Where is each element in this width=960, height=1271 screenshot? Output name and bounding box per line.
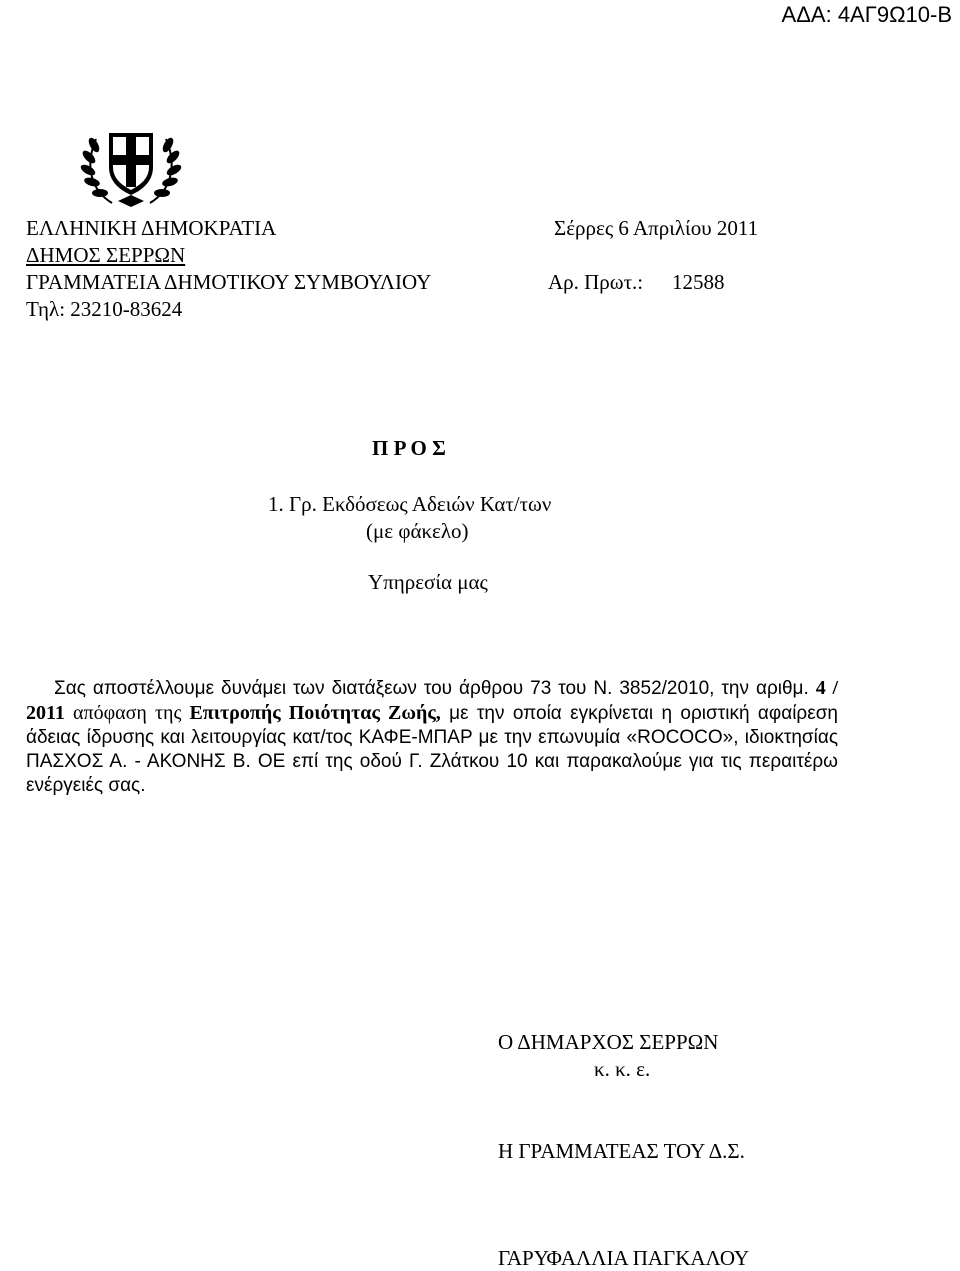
signature-role: Η ΓΡΑΜΜΑΤΕΑΣ ΤΟΥ Δ.Σ. bbox=[498, 1139, 745, 1163]
recipient-1: 1. Γρ. Εκδόσεως Αδειών Κατ/των bbox=[268, 492, 552, 516]
committee-name: Επιτροπής Ποιότητας Ζωής, bbox=[189, 702, 441, 724]
body-intro: Σας αποστέλλουμε δυνάμει των διατάξεων του άρθρου 73 του Ν. 3852/2010, την αριθμ. bbox=[54, 678, 816, 699]
ada-code: ΑΔΑ: 4ΑΓ9Ω10-Β bbox=[781, 2, 952, 27]
document-date: Σέρρες 6 Απριλίου 2011 bbox=[554, 216, 759, 240]
recipients-heading: Π Ρ Ο Σ bbox=[372, 436, 446, 460]
signature-title: Ο ΔΗΜΑΡΧΟΣ ΣΕΡΡΩΝ bbox=[498, 1030, 719, 1054]
header-line-republic: ΕΛΛΗΝΙΚΗ ΔΗΜΟΚΡΑΤΙΑ bbox=[26, 216, 277, 240]
body-paragraph bbox=[26, 676, 838, 798]
greek-emblem-icon bbox=[68, 115, 194, 211]
body-connector: απόφαση της bbox=[64, 702, 190, 724]
header-line-secretariat: ΓΡΑΜΜΑΤΕΙΑ ΔΗΜΟΤΙΚΟΥ ΣΥΜΒΟΥΛΙΟΥ bbox=[26, 270, 432, 294]
signatory-name: ΓΑΡΥΦΑΛΛΙΑ ΠΑΓΚΑΛΟΥ bbox=[498, 1246, 750, 1270]
signature-kke: κ. κ. ε. bbox=[594, 1057, 651, 1081]
header-line-phone: Τηλ: 23210-83624 bbox=[26, 297, 183, 321]
decision-number: 4 / 2011 bbox=[26, 677, 838, 724]
protocol-number: 12588 bbox=[672, 270, 725, 294]
header-line-municipality: ΔΗΜΟΣ ΣΕΡΡΩΝ bbox=[26, 243, 186, 267]
recipient-2: Υπηρεσία μας bbox=[368, 570, 488, 594]
body-rest: με την οποία εγκρίνεται η οριστική αφαίρεση άδειας ίδρυσης και λειτουργίας κατ/τος ΚΑΦΕ-ΜΠΑΡ με την επωνυμία «ROCOCO», ιδιοκτησίας ΠΑΣΧΟΣ Α. - ΑΚΟΝΗΣ Β. ΟΕ επί της οδού Γ. Ζλάτκου 10 και παρακαλούμε για τις περαιτέρω ενέργειές σας. bbox=[26, 703, 838, 796]
recipient-1-note: (με φάκελο) bbox=[366, 519, 469, 543]
protocol-label: Αρ. Πρωτ.: bbox=[548, 270, 644, 294]
